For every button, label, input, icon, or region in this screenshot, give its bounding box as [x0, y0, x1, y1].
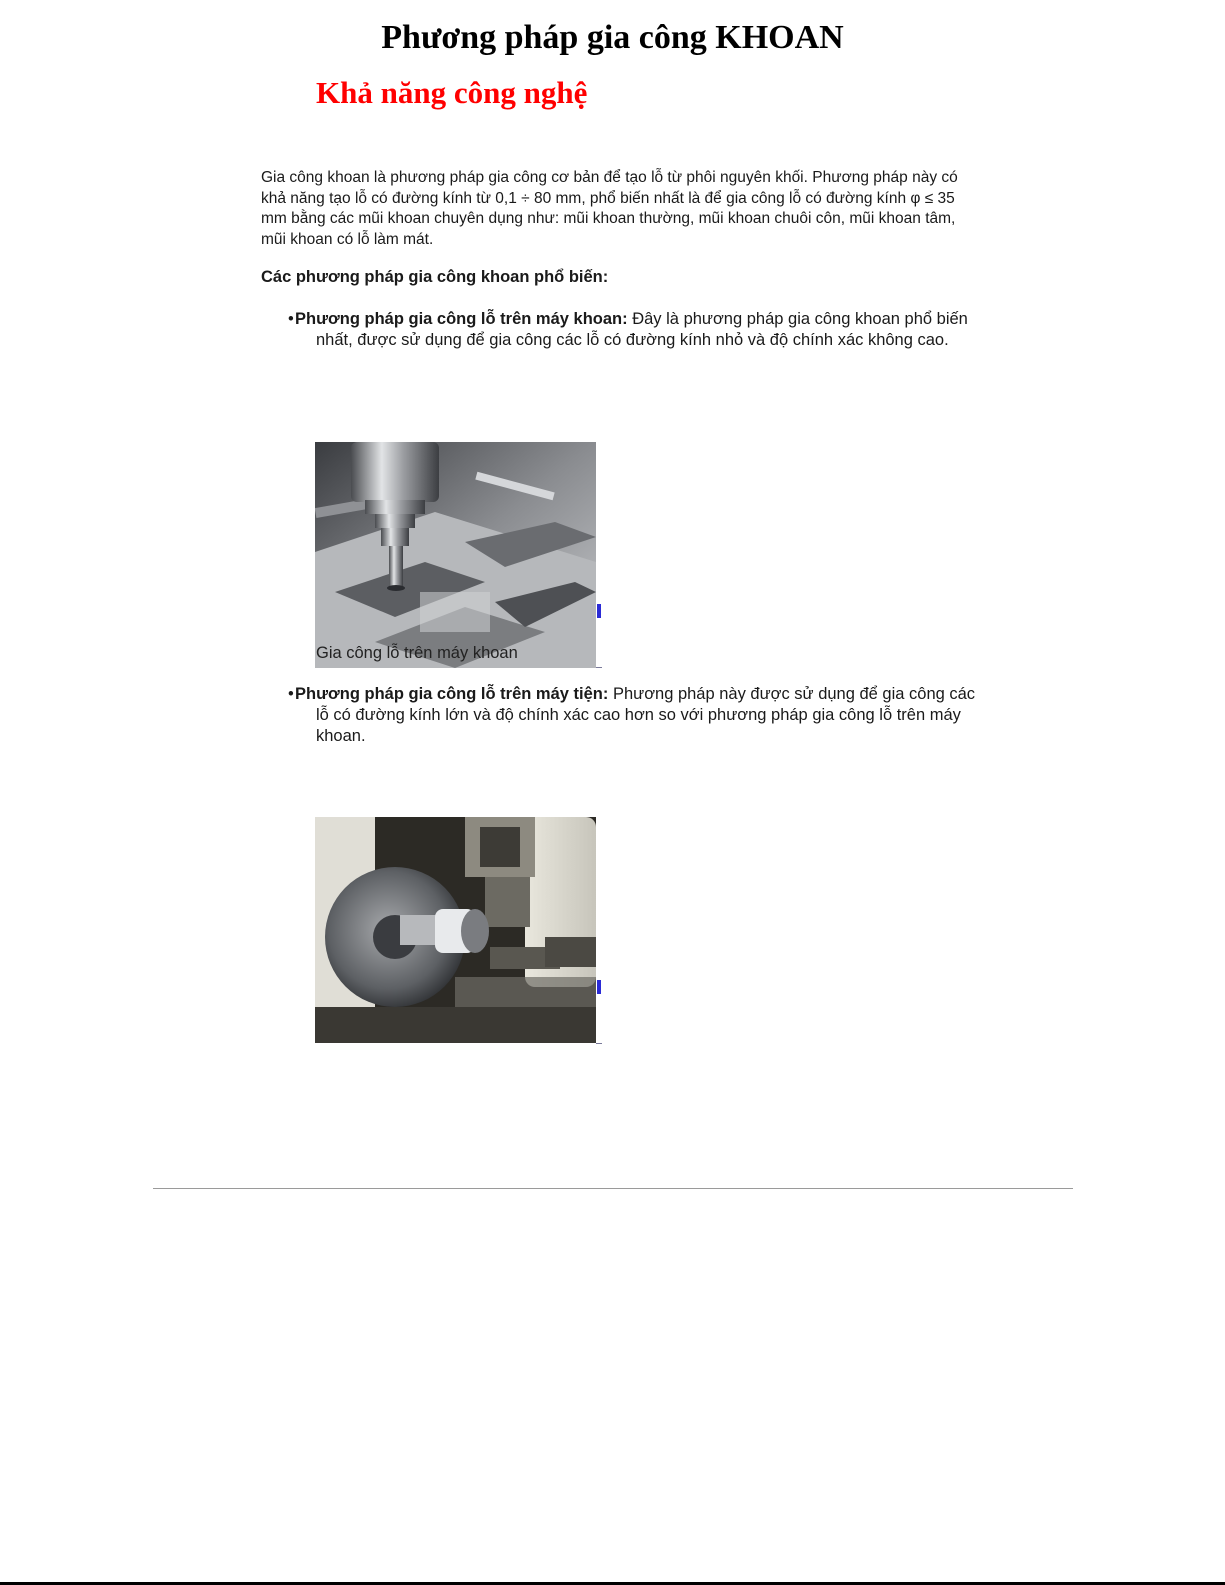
- method-name: Phương pháp gia công lỗ trên máy khoan:: [295, 310, 628, 328]
- drilling-photo-caption: Gia công lỗ trên máy khoan: [316, 644, 518, 662]
- bullet-icon: •: [288, 310, 294, 328]
- method-name: Phương pháp gia công lỗ trên máy tiện:: [295, 685, 609, 703]
- method-item-drilling-machine: [288, 309, 992, 351]
- lathe-machine-photo: [315, 817, 596, 1043]
- link-underline: [596, 1043, 602, 1044]
- link-marker: [597, 980, 601, 994]
- drilling-machine-photo: [315, 442, 596, 668]
- section-title: Khả năng công nghệ: [316, 75, 588, 110]
- intro-paragraph: Gia công khoan là phương pháp gia công cơ bản để tạo lỗ từ phôi nguyên khối. Phương pháp này có khả năng tạo lỗ có đường kính từ 0,1 ÷ 80 mm, phổ biến nhất là để gia công lỗ có đường kính φ ≤ 35 mm bằng các mũi khoan chuyên dụng như: mũi khoan thường, mũi khoan chuôi côn, mũi khoan tâm, mũi khoan có lỗ làm mát.: [261, 169, 958, 248]
- bullet-icon: •: [288, 685, 294, 703]
- method-item-lathe: [288, 684, 992, 747]
- methods-heading: Các phương pháp gia công khoan phổ biến:: [261, 268, 609, 286]
- page-divider: [153, 1188, 1073, 1189]
- page-title: Phương pháp gia công KHOAN: [381, 19, 844, 56]
- method-description: Phương pháp này được sử dụng để gia công các lỗ có đường kính lớn và độ chính xác cao hơn so với phương pháp gia công lỗ trên máy khoan.: [316, 685, 976, 745]
- link-underline: [596, 667, 602, 668]
- method-description: Đây là phương pháp gia công khoan phổ biến nhất, được sử dụng để gia công các lỗ có đường kính nhỏ và độ chính xác không cao.: [316, 310, 968, 349]
- link-marker: [597, 604, 601, 618]
